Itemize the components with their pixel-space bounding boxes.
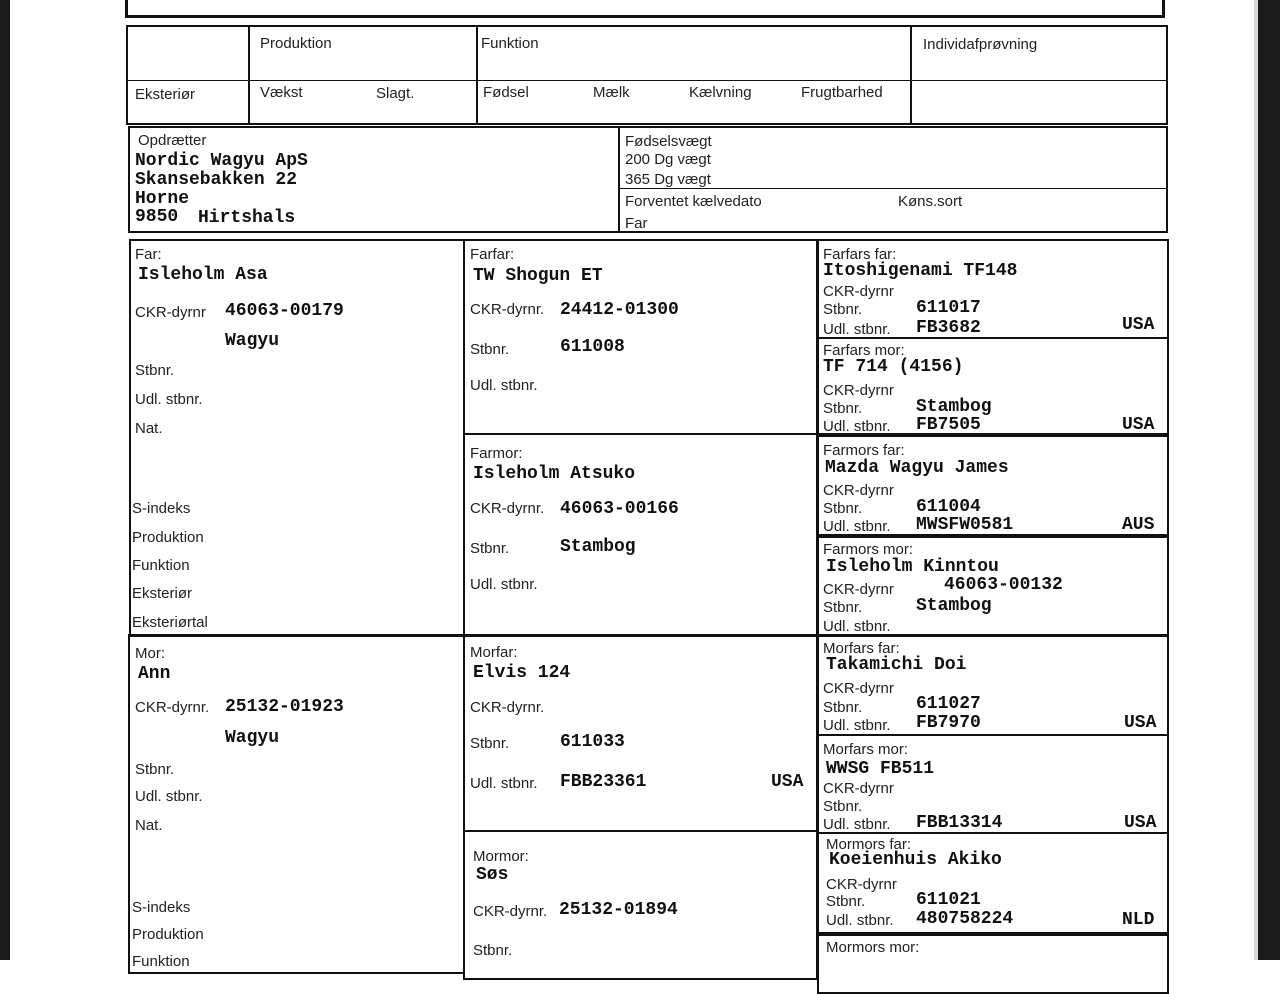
farmors-far-udl: MWSFW0581 <box>916 515 1014 535</box>
mormors-far-stbnr: 611021 <box>916 890 981 910</box>
farfar-ckr: 24412-01300 <box>560 300 679 320</box>
morfars-mor-stbnr-label: Stbnr. <box>823 798 863 815</box>
farmor-ckr: 46063-00166 <box>560 499 679 519</box>
mormor-ckr: 25132-01894 <box>559 900 678 920</box>
farmors-far-stbnr: 611004 <box>916 497 981 517</box>
farfars-far-country: USA <box>1122 315 1155 335</box>
farmors-mor-title: Farmors mor: <box>823 541 913 558</box>
header-col-divider <box>476 27 478 123</box>
dg365-label: 365 Dg vægt <box>625 171 711 188</box>
morfar-udl-label: Udl. stbnr. <box>470 775 538 792</box>
mor-sindeks-label: S-indeks <box>132 899 191 916</box>
far-produktion-label: Produktion <box>132 529 204 546</box>
farmor-stbnr: Stambog <box>560 537 636 557</box>
breeder-zip: 9850 <box>135 207 179 227</box>
far-label: Far <box>625 215 648 232</box>
far-breed: Wagyu <box>225 331 280 351</box>
farmors-far-country: AUS <box>1122 515 1155 535</box>
farmors-mor-udl-label: Udl. stbnr. <box>823 618 891 635</box>
mor-produktion-label: Produktion <box>132 926 204 943</box>
farfars-far-udl-label: Udl. stbnr. <box>823 321 891 338</box>
mor-funktion-label: Funktion <box>132 953 190 970</box>
farmors-mor-stbnr: Stambog <box>916 596 992 616</box>
farmor-stbnr-label: Stbnr. <box>470 540 510 557</box>
morfars-far-country: USA <box>1124 713 1157 733</box>
mor-breed: Wagyu <box>225 728 280 748</box>
farmors-far-title: Farmors far: <box>823 442 905 459</box>
far-ckr-label: CKR-dyrnr <box>135 304 206 321</box>
vaekst-label: Vækst <box>260 84 303 101</box>
forventet-kaelvedato-label: Forventet kælvedato <box>625 193 762 210</box>
farmor-udl-label: Udl. stbnr. <box>470 576 538 593</box>
far-funktion-label: Funktion <box>132 557 190 574</box>
fodselsvaegt-label: Fødselsvægt <box>625 133 712 150</box>
farfars-mor-udl-label: Udl. stbnr. <box>823 418 891 435</box>
farmors-far-udl-label: Udl. stbnr. <box>823 518 891 535</box>
far-udl-label: Udl. stbnr. <box>135 391 203 408</box>
farmors-far-ckr-label: CKR-dyrnr <box>823 482 894 499</box>
morfar-country: USA <box>771 772 804 792</box>
morfars-mor-title: Morfars mor: <box>823 741 909 758</box>
farfar-stbnr-label: Stbnr. <box>470 341 510 358</box>
farmors-mor-stbnr-label: Stbnr. <box>823 599 863 616</box>
farfars-mor-stbnr: Stambog <box>916 397 992 417</box>
mormor-title: Mormor: <box>473 848 529 865</box>
farfars-mor-country: USA <box>1122 415 1155 435</box>
farfars-far-stbnr: 611017 <box>916 298 981 318</box>
slagt-label: Slagt. <box>376 85 415 102</box>
morfars-far-title: Morfars far: <box>823 640 900 657</box>
morfars-far-udl: FB7970 <box>916 713 981 733</box>
individafproevning-header: Individafprøvning <box>923 36 1038 53</box>
breeder-town: Horne <box>135 189 190 209</box>
farfars-mor-stbnr-label: Stbnr. <box>823 400 863 417</box>
mormor-name: Søs <box>476 865 509 885</box>
mormor-stbnr-label: Stbnr. <box>473 942 513 959</box>
maelk-label: Mælk <box>593 84 630 101</box>
mormors-far-ckr-label: CKR-dyrnr <box>826 876 897 893</box>
farmor-ckr-label: CKR-dyrnr. <box>470 500 545 517</box>
morfars-mor-udl: FBB13314 <box>916 813 1003 833</box>
breeder-name: Nordic Wagyu ApS <box>135 151 308 171</box>
morfars-far-ckr-label: CKR-dyrnr <box>823 680 894 697</box>
mor-stbnr-label: Stbnr. <box>135 761 175 778</box>
farfars-far-ckr-label: CKR-dyrnr <box>823 283 894 300</box>
mormors-far-title: Mormors far: <box>826 836 912 853</box>
farmors-mor-ckr: 46063-00132 <box>944 575 1063 595</box>
farfar-title: Farfar: <box>470 246 515 263</box>
mormors-far-udl: 480758224 <box>916 909 1014 929</box>
mormors-mor-title: Mormors mor: <box>826 939 920 956</box>
mor-nat-label: Nat. <box>135 817 163 834</box>
morfar-stbnr-label: Stbnr. <box>470 735 510 752</box>
eksterior-label: Eksteriør <box>135 86 195 103</box>
far-box <box>129 239 465 637</box>
morfar-udl: FBB23361 <box>560 772 647 792</box>
funktion-header: Funktion <box>481 35 539 52</box>
farmors-mor-ckr-label: CKR-dyrnr <box>823 581 894 598</box>
farfar-name: TW Shogun ET <box>473 266 603 286</box>
mormor-ckr-label: CKR-dyrnr. <box>473 903 548 920</box>
fodsel-label: Fødsel <box>483 84 529 101</box>
frugtbarhed-label: Frugtbarhed <box>801 84 883 101</box>
farfars-far-udl: FB3682 <box>916 318 981 338</box>
far-eksteriortal-label: Eksteriørtal <box>132 614 208 631</box>
morfar-ckr-label: CKR-dyrnr. <box>470 699 545 716</box>
farfars-mor-name: TF 714 (4156) <box>823 357 964 377</box>
morfar-stbnr: 611033 <box>560 732 625 752</box>
birth-info-divider <box>620 188 1166 189</box>
farfar-udl-label: Udl. stbnr. <box>470 377 538 394</box>
produktion-header: Produktion <box>260 35 332 52</box>
farfars-mor-ckr-label: CKR-dyrnr <box>823 382 894 399</box>
mormors-far-stbnr-label: Stbnr. <box>826 893 866 910</box>
farfar-ckr-label: CKR-dyrnr. <box>470 301 545 318</box>
mor-ckr-label: CKR-dyrnr. <box>135 699 210 716</box>
farfars-far-title: Farfars far: <box>823 246 897 263</box>
breeder-label: Opdrætter <box>138 132 207 149</box>
dg200-label: 200 Dg vægt <box>625 151 711 168</box>
kaelvning-label: Kælvning <box>689 84 752 101</box>
morfars-mor-country: USA <box>1124 813 1157 833</box>
far-ckr: 46063-00179 <box>225 301 344 321</box>
morfar-title: Morfar: <box>470 644 518 661</box>
mor-name: Ann <box>138 664 171 684</box>
farfar-stbnr: 611008 <box>560 337 625 357</box>
morfars-far-stbnr-label: Stbnr. <box>823 699 863 716</box>
far-name: Isleholm Asa <box>138 265 268 285</box>
window-edge-left <box>0 0 10 960</box>
farfars-far-name: Itoshigenami TF148 <box>823 261 1018 281</box>
far-nat-label: Nat. <box>135 420 163 437</box>
header-col-divider <box>910 27 912 123</box>
window-edge-right <box>1258 0 1280 960</box>
mormors-far-udl-label: Udl. stbnr. <box>826 912 894 929</box>
morfars-mor-name: WWSG FB511 <box>826 759 935 779</box>
top-box <box>125 0 1165 18</box>
farmors-far-name: Mazda Wagyu James <box>825 458 1009 478</box>
far-sindeks-label: S-indeks <box>132 500 191 517</box>
morfars-far-udl-label: Udl. stbnr. <box>823 717 891 734</box>
header-divider <box>126 80 1168 81</box>
morfars-mor-ckr-label: CKR-dyrnr <box>823 780 894 797</box>
morfars-far-name: Takamichi Doi <box>826 655 967 675</box>
morfar-name: Elvis 124 <box>473 663 571 683</box>
far-eksterior-label: Eksteriør <box>132 585 192 602</box>
mormors-far-country: NLD <box>1122 910 1155 930</box>
far-stbnr-label: Stbnr. <box>135 362 175 379</box>
mor-title: Mor: <box>135 645 165 662</box>
farmors-mor-name: Isleholm Kinntou <box>826 557 999 577</box>
far-title: Far: <box>135 246 162 263</box>
farfars-mor-udl: FB7505 <box>916 415 981 435</box>
farfars-mor-title: Farfars mor: <box>823 342 905 359</box>
mor-udl-label: Udl. stbnr. <box>135 788 203 805</box>
farmor-title: Farmor: <box>470 445 523 462</box>
farfars-far-stbnr-label: Stbnr. <box>823 301 863 318</box>
morfars-far-stbnr: 611027 <box>916 694 981 714</box>
konssort-label: Køns.sort <box>898 193 963 210</box>
mor-ckr: 25132-01923 <box>225 697 344 717</box>
morfars-mor-udl-label: Udl. stbnr. <box>823 816 891 833</box>
farmor-name: Isleholm Atsuko <box>473 464 636 484</box>
farmors-far-stbnr-label: Stbnr. <box>823 500 863 517</box>
mormors-far-name: Koeienhuis Akiko <box>829 850 1002 870</box>
header-col-divider <box>248 27 250 123</box>
breeder-city: Hirtshals <box>198 208 296 228</box>
breeder-street: Skansebakken 22 <box>135 170 298 190</box>
